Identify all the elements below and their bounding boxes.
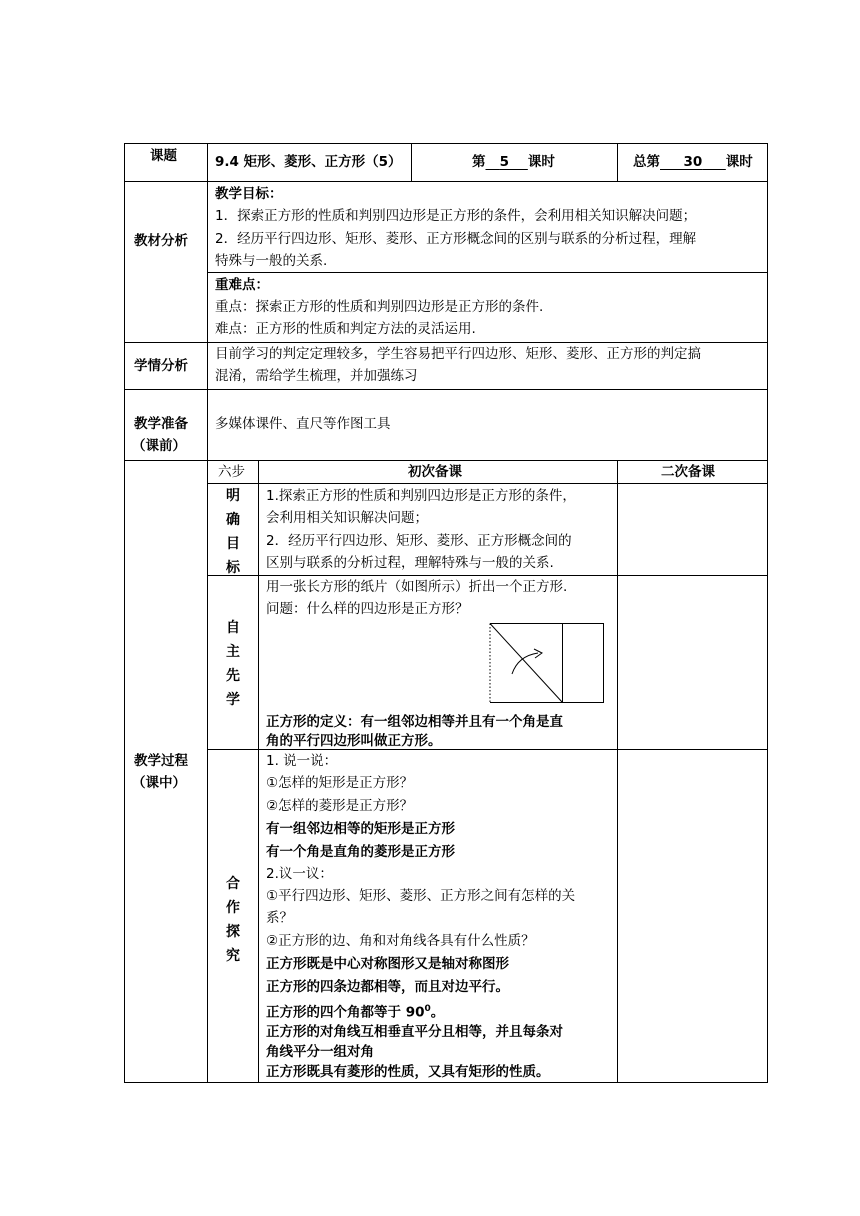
step-3-answer-1: 有一组邻边相等的矩形是正方形 xyxy=(266,821,455,837)
step-3-question-4: ②正方形的边、角和对角线各具有什么性质？ xyxy=(266,933,535,949)
total-suffix: 课时 xyxy=(725,154,753,170)
square-property-3: 正方形的四个角都等于 $90^0$。 xyxy=(266,1004,445,1021)
step-3-question-3-line-1: ①平行四边形、矩形、菱形、正方形之间有怎样的关 xyxy=(266,888,576,904)
table-border-top xyxy=(124,143,767,144)
table-border-left xyxy=(124,143,125,1083)
process-label-line-2: （课中） xyxy=(132,775,186,791)
table-border-right xyxy=(767,143,768,1083)
step-3-say: 1. 说一说： xyxy=(266,753,338,769)
step-1-line-3: 2．经历平行四边形、矩形、菱形、正方形概念间的 xyxy=(266,533,572,549)
step-3-question-1: ①怎样的矩形是正方形？ xyxy=(266,775,414,791)
key-title: 重难点： xyxy=(215,277,269,293)
students-label: 学情分析 xyxy=(134,358,188,374)
row-divider xyxy=(207,483,767,484)
step-1-label: 明 确 目 标 xyxy=(226,488,240,576)
col-header-first: 初次备课 xyxy=(408,464,462,480)
step-2-label: 自 主 先 学 xyxy=(226,620,240,708)
total-prefix: 总第 xyxy=(633,154,660,170)
key-point: 重点：探索正方形的性质和判别四边形是正方形的条件. xyxy=(215,299,544,315)
lesson-prefix: 第 xyxy=(472,154,486,170)
difficulty-point: 难点：正方形的性质和判定方法的灵活运用. xyxy=(215,321,476,337)
square-definition-line-2: 角的平行四边形叫做正方形。 xyxy=(266,733,442,749)
square-property-1: 正方形既是中心对称图形又是轴对称图形 xyxy=(266,956,509,972)
goals-title: 教学目标： xyxy=(215,186,283,202)
lesson-number: 5 xyxy=(499,154,510,170)
step-2-line-1: 用一张长方形的纸片（如图所示）折出一个正方形. xyxy=(266,579,568,595)
row-divider xyxy=(124,389,767,390)
students-line-1: 目前学习的判定定理较多，学生容易把平行四边形、矩形、菱形、正方形的判定搞 xyxy=(215,346,701,362)
step-2-line-2: 问题：什么样的四边形是正方形？ xyxy=(266,601,469,617)
step-3-answer-2: 有一个角是直角的菱形是正方形 xyxy=(266,844,455,860)
step-1-line-4: 区别与联系的分析过程，理解特殊与一般的关系. xyxy=(266,555,554,571)
goal-2-line-1: 2．经历平行四边形、矩形、菱形、正方形概念间的区别与联系的分析过程，理解 xyxy=(215,231,697,247)
square-property-5: 正方形既具有菱形的性质，又具有矩形的性质。 xyxy=(266,1064,550,1080)
students-line-2: 混淆，需给学生梳理，并加强练习 xyxy=(215,368,418,384)
topic-value: 9.4 矩形、菱形、正方形（5） xyxy=(215,154,402,170)
square-property-4-line-2: 角线平分一组对角 xyxy=(266,1044,374,1060)
square-definition-line-1: 正方形的定义：有一组邻边相等并且有一个角是直 xyxy=(266,714,563,730)
step-3-question-3-line-2: 系？ xyxy=(266,910,293,926)
total-number-cell xyxy=(633,151,753,173)
square-property-2: 正方形的四条边都相等，而且对边平行。 xyxy=(266,979,509,995)
step-3-discuss: 2.议一议： xyxy=(266,866,333,882)
lesson-suffix: 课时 xyxy=(527,154,555,170)
col-header-second: 二次备课 xyxy=(661,464,715,480)
prep-label-line-1: 教学准备 xyxy=(134,416,188,432)
paper-fold-figure xyxy=(488,622,606,704)
col-divider xyxy=(411,143,412,181)
prep-label-line-2: （课前） xyxy=(132,438,186,454)
row-divider xyxy=(207,272,767,273)
goal-1: 1．探索正方形的性质和判别四边形是正方形的条件，会利用相关知识解决问题； xyxy=(215,208,697,224)
col-divider xyxy=(617,143,618,181)
topic-label: 课题 xyxy=(150,148,177,164)
process-label-line-1: 教学过程 xyxy=(134,753,188,769)
lesson-number-cell xyxy=(472,151,555,173)
goal-2-line-2: 特殊与一般的关系. xyxy=(215,253,328,269)
row-divider xyxy=(124,181,767,182)
step-3-label: 合 作 探 究 xyxy=(226,876,240,964)
col-header-steps: 六步 xyxy=(218,464,245,480)
prep-content: 多媒体课件、直尺等作图工具 xyxy=(215,416,391,432)
total-number: 30 xyxy=(683,154,703,170)
step-3-question-2: ②怎样的菱形是正方形？ xyxy=(266,798,414,814)
step-1-line-2: 会利用相关知识解决问题； xyxy=(266,510,428,526)
col-divider xyxy=(258,460,259,1083)
col-divider xyxy=(617,460,618,1083)
square-property-4-line-1: 正方形的对角线互相垂直平分且相等，并且每条对 xyxy=(266,1024,563,1040)
step-1-line-1: 1.探索正方形的性质和判别四边形是正方形的条件， xyxy=(266,488,576,504)
material-label: 教材分析 xyxy=(134,233,188,249)
